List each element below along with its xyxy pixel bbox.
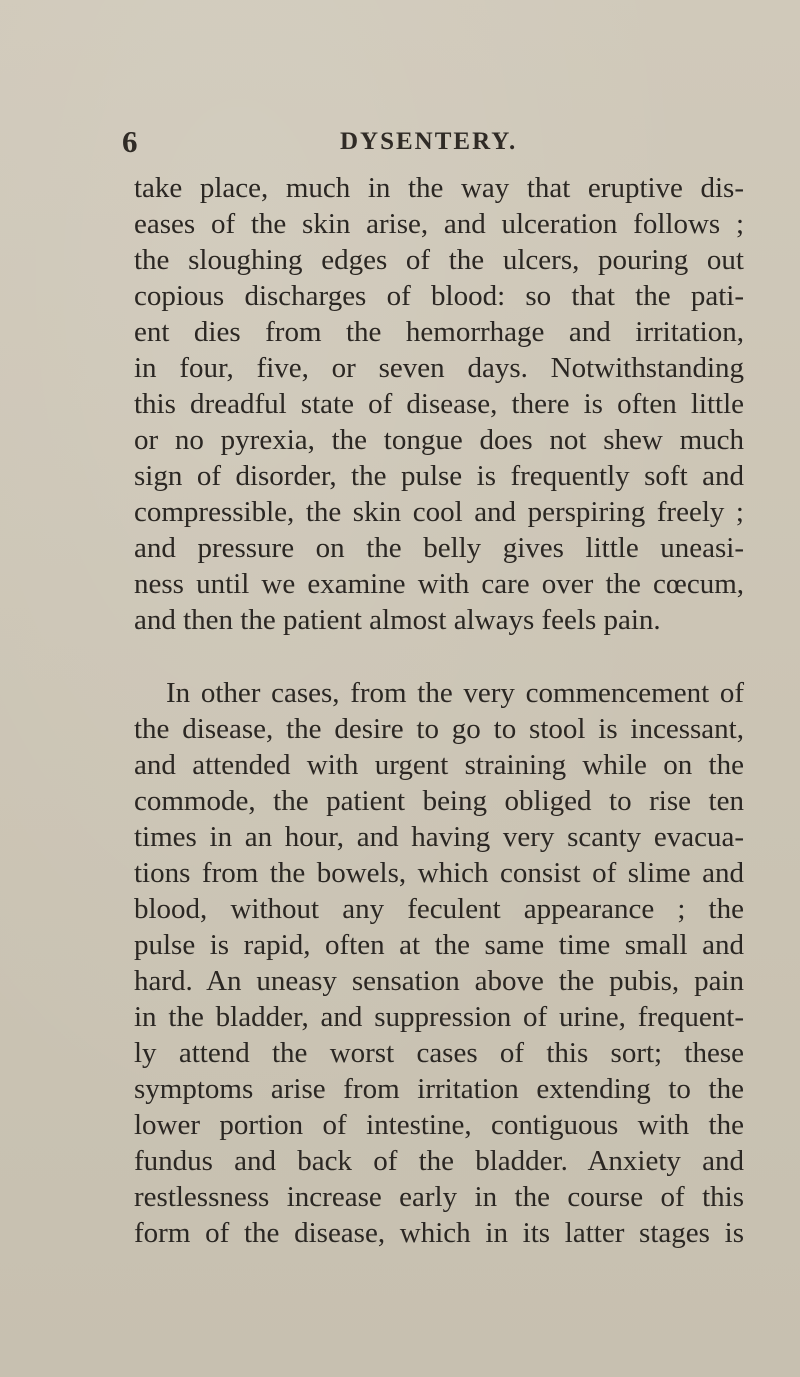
text-line: the sloughing edges of the ulcers, pouring out — [134, 244, 744, 276]
text-line: and attended with urgent straining while on the — [134, 749, 744, 781]
text-line: commode, the patient being obliged to rise ten — [134, 785, 744, 817]
text-line: ent dies from the hemorrhage and irritation, — [134, 316, 744, 348]
text-line: ly attend the worst cases of this sort; these — [134, 1037, 744, 1069]
text-line: In other cases, from the very commencement of — [166, 677, 744, 709]
text-line: sign of disorder, the pulse is frequently soft and — [134, 460, 744, 492]
text-line: fundus and back of the bladder. Anxiety and — [134, 1145, 744, 1177]
text-line: tions from the bowels, which consist of slime and — [134, 857, 744, 889]
page-number: 6 — [122, 124, 138, 159]
text-line: ness until we examine with care over the cœcum, — [134, 568, 744, 600]
paragraph-gap — [134, 638, 744, 675]
text-line: or no pyrexia, the tongue does not shew much — [134, 424, 744, 456]
text-line: and then the patient almost always feels pain. — [134, 604, 661, 636]
text-line: the disease, the desire to go to stool is incessant, — [134, 713, 744, 745]
text-line: form of the disease, which in its latter stages is — [134, 1217, 744, 1249]
text-line: copious discharges of blood: so that the pati- — [134, 280, 744, 312]
text-line: blood, without any feculent appearance ; the — [134, 893, 744, 925]
text-line: pulse is rapid, often at the same time small and — [134, 929, 744, 961]
text-line: eases of the skin arise, and ulceration follows ; — [134, 208, 744, 240]
text-line: compressible, the skin cool and perspiring freely ; — [134, 496, 744, 528]
body-text — [134, 170, 744, 1251]
paragraph-1 — [134, 170, 744, 638]
text-line: restlessness increase early in the course of this — [134, 1181, 744, 1213]
text-line: hard. An uneasy sensation above the pubis, pain — [134, 965, 744, 997]
running-title: DYSENTERY. — [340, 128, 518, 155]
paragraph-2 — [134, 675, 744, 1251]
text-line: this dreadful state of disease, there is often little — [134, 388, 744, 420]
text-line: in the bladder, and suppression of urine, frequent- — [134, 1001, 744, 1033]
text-line: times in an hour, and having very scanty evacua- — [134, 821, 744, 853]
text-line: symptoms arise from irritation extending to the — [134, 1073, 744, 1105]
text-line: lower portion of intestine, contiguous with the — [134, 1109, 744, 1141]
text-line: take place, much in the way that eruptive dis- — [134, 172, 744, 204]
text-line: in four, five, or seven days. Notwithstanding — [134, 352, 744, 384]
text-line: and pressure on the belly gives little uneasi- — [134, 532, 744, 564]
running-head — [0, 122, 800, 162]
